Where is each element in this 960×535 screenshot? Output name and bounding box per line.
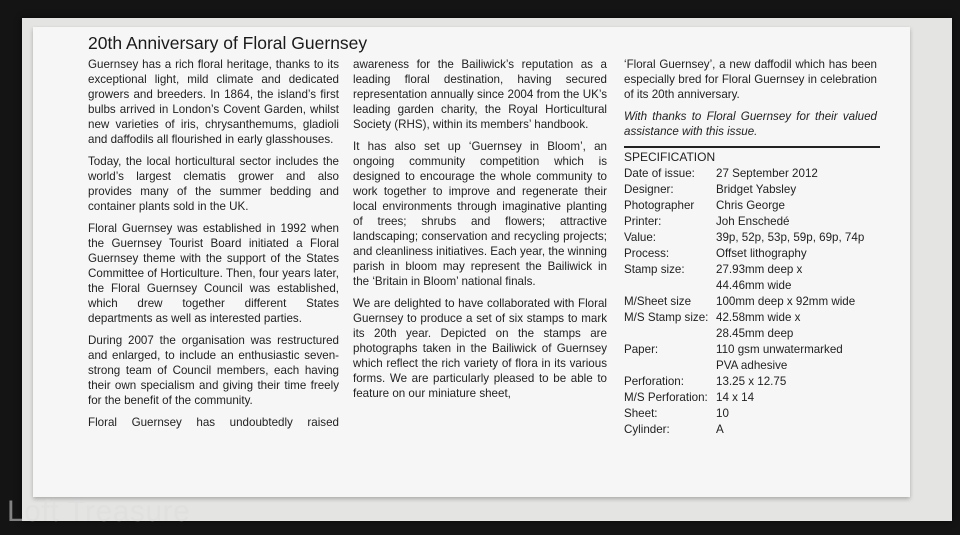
spec-label: Paper: — [624, 343, 659, 356]
spec-value-line: Offset lithography — [716, 247, 807, 260]
spec-label: Value: — [624, 231, 657, 244]
spec-value — [716, 182, 864, 198]
paragraph: awareness for the Bailiwick’s reputation as a leading floral destination, having secured representation annually since 2004 from the UK’s leading garden charity, the Royal Horticultural Society (RHS), within its members’ handbook. — [353, 58, 607, 131]
spec-label: Date of issue: — [624, 167, 695, 180]
watermark: Loft Treasure — [7, 495, 191, 528]
paragraph: Guernsey has a rich floral heritage, thanks to its exceptional light, mild climate and dedicated growers and breeders. In 1864, the island’s first bulbs arrived in London’s Covent Garden, whilst new varieties of iris, chrysanthemums, gladioli and daffodils all flourished in early glasshouses. — [88, 58, 339, 146]
spec-table — [624, 166, 864, 438]
spec-value-line: 110 gsm unwatermarked — [716, 343, 843, 356]
spec-label: Stamp size: — [624, 263, 685, 276]
spec-row — [624, 342, 864, 374]
divider — [624, 146, 880, 148]
spec-value-line: PVA adhesive — [716, 359, 788, 372]
spec-value-line: 10 — [716, 407, 729, 420]
spec-row — [624, 214, 864, 230]
spec-label: Photographer — [624, 199, 695, 212]
spec-value — [716, 406, 864, 422]
spec-label: Sheet: — [624, 407, 658, 420]
spec-value — [716, 262, 864, 294]
spec-row — [624, 310, 864, 342]
spec-row — [624, 374, 864, 390]
spec-value-line: 39p, 52p, 53p, 59p, 69p, 74p — [716, 231, 865, 244]
spec-value — [716, 294, 864, 310]
spec-value — [716, 310, 864, 342]
spec-value-line: 100mm deep x 92mm wide — [716, 295, 856, 308]
spec-value — [716, 390, 864, 406]
spec-value-line: 27.93mm deep x — [716, 263, 803, 276]
info-card — [33, 27, 910, 497]
spec-value-line: 44.46mm wide — [716, 279, 792, 292]
spec-value-line: 27 September 2012 — [716, 167, 818, 180]
paragraph: Floral Guernsey was established in 1992 when the Guernsey Tourist Board initiated a Floral Guernsey theme with the support of the States Committee of Horticulture. Then, four years later, the Floral Guernsey Council was established, which drew together different States departments as well as interested parties. — [88, 222, 339, 325]
paragraph: Today, the local horticultural sector includes the world’s largest clematis grower and also provides many of the summer bedding and container plants sold in the UK. — [88, 155, 339, 213]
thanks-note: With thanks to Floral Guernsey for their valued assistance with this issue. — [624, 110, 877, 138]
spec-value-line: 42.58mm wide x — [716, 311, 801, 324]
spec-label: M/S Stamp size: — [624, 311, 709, 324]
paragraph: It has also set up ‘Guernsey in Bloom’, an ongoing community competition which is designed to encourage the whole community to work together to improve and regenerate their local environments through imaginative planting of trees; shrubs and flowers; attractive landscaping; conservation and recycling projects; and cleanliness initiatives. Each year, the winning parish in bloom may represent the Bailiwick in the ‘Britain in Bloom’ national finals. — [353, 140, 607, 288]
spec-value — [716, 230, 864, 246]
spec-value — [716, 342, 864, 374]
spec-row — [624, 406, 864, 422]
spec-value-line: Joh Enschedé — [716, 215, 790, 228]
spec-row — [624, 294, 864, 310]
card-title: 20th Anniversary of Floral Guernsey — [88, 33, 368, 53]
spec-value-line: 14 x 14 — [716, 391, 755, 404]
spec-value — [716, 214, 864, 230]
paragraph: During 2007 the organisation was restructured and enlarged, to include an enthusiastic seven-strong team of Council members, each having their own specialism and giving their time freely for the benefit of the community. — [88, 334, 339, 407]
text-column-2 — [353, 57, 607, 408]
spec-row — [624, 390, 864, 406]
paragraph: Floral Guernsey has undoubtedly raised — [88, 416, 339, 429]
spec-label: M/Sheet size — [624, 295, 692, 308]
spec-row — [624, 422, 864, 438]
spec-value-line: A — [716, 423, 724, 436]
spec-label: Cylinder: — [624, 423, 670, 436]
spec-label: Process: — [624, 247, 670, 260]
spec-row — [624, 182, 864, 198]
spec-value-line: 13.25 x 12.75 — [716, 375, 787, 388]
spec-label: Perforation: — [624, 375, 684, 388]
spec-value-line: Chris George — [716, 199, 785, 212]
spec-row — [624, 198, 864, 214]
text-column-3 — [624, 57, 877, 438]
spec-value — [716, 166, 864, 182]
spec-label: Designer: — [624, 183, 674, 196]
spec-row — [624, 262, 864, 294]
spec-label: M/S Perforation: — [624, 391, 708, 404]
spec-label: Printer: — [624, 215, 662, 228]
spec-heading: SPECIFICATION — [624, 150, 716, 164]
spec-value — [716, 422, 864, 438]
spec-row — [624, 166, 864, 182]
spec-value — [716, 198, 864, 214]
spec-row — [624, 230, 864, 246]
spec-value-line: 28.45mm deep — [716, 327, 794, 340]
text-column-1 — [88, 57, 339, 437]
spec-value — [716, 374, 864, 390]
spec-value — [716, 246, 864, 262]
paragraph: We are delighted to have collaborated with Floral Guernsey to produce a set of six stamps to mark its 20th year. Depicted on the stamps are photographs taken in the Bailiwick of Guernsey which reflect the rich variety of flora in its various forms. We are particularly pleased to be able to feature on our miniature sheet, — [353, 297, 607, 400]
paragraph: ‘Floral Guernsey’, a new daffodil which has been especially bred for Floral Guernsey in celebration of its 20th anniversary. — [624, 58, 877, 101]
spec-value-line: Bridget Yabsley — [716, 183, 797, 196]
spec-row — [624, 246, 864, 262]
